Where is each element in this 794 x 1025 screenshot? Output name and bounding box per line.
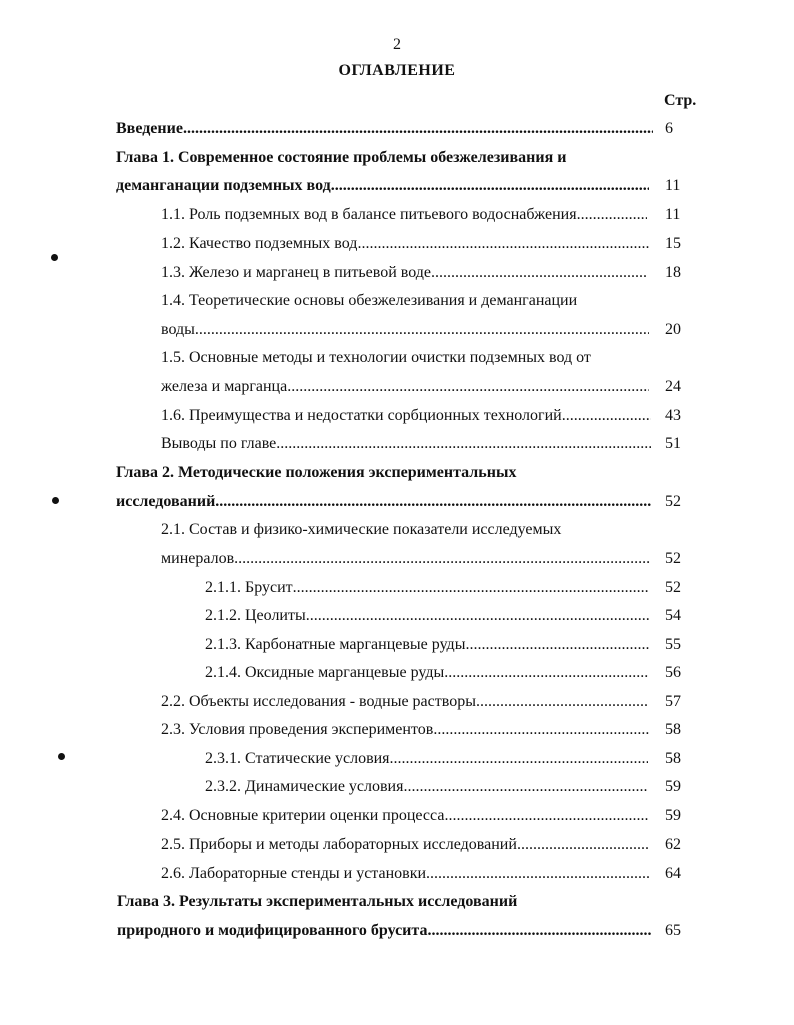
- toc-entry-chapter-3-cont[interactable]: [117, 920, 651, 942]
- margin-bullet: [52, 497, 59, 504]
- toc-entry-text: 1.5. Основные методы и технологии очистки подземных вод от: [161, 349, 591, 366]
- toc-entry-2-3-1[interactable]: [205, 748, 648, 770]
- toc-entry-2-6[interactable]: [161, 863, 649, 885]
- toc-entry-1-1[interactable]: [161, 204, 647, 226]
- leader-dots: [444, 662, 649, 684]
- toc-entry-page: 52: [665, 550, 681, 567]
- leader-dots: [215, 491, 651, 513]
- leader-dots: [427, 920, 651, 942]
- leader-dots: [426, 863, 649, 885]
- leader-dots: [476, 691, 649, 713]
- toc-entry-2-1[interactable]: [161, 519, 561, 541]
- toc-entry-page: 20: [665, 321, 681, 338]
- leader-dots: [276, 433, 651, 455]
- toc-entry-page: 6: [665, 120, 673, 137]
- page-number: 2: [393, 36, 401, 53]
- toc-entry-1-6[interactable]: [161, 405, 651, 427]
- toc-entry-text: 1.4. Теоретические основы обезжелезивания и деманганации: [161, 292, 578, 309]
- toc-entry-page: 64: [665, 865, 681, 882]
- toc-entry-text: 2.1.2. Цеолиты: [205, 607, 306, 624]
- toc-entry-text: Введение: [116, 120, 183, 137]
- toc-entry-text: 2.3. Условия проведения экспериментов: [161, 721, 434, 738]
- page-title: ОГЛАВЛЕНИЕ: [338, 62, 456, 79]
- toc-entry-2-2[interactable]: [161, 691, 649, 713]
- toc-entry-page: 18: [665, 264, 681, 281]
- leader-dots: [390, 748, 648, 770]
- toc-entry-page: 65: [665, 922, 681, 939]
- toc-entry-page: 24: [665, 378, 681, 395]
- toc-entry-text: воды: [161, 321, 195, 338]
- leader-dots: [357, 233, 649, 255]
- toc-entry-1-3[interactable]: [161, 262, 648, 284]
- leader-dots: [183, 118, 653, 140]
- toc-entry-text: 1.6. Преимущества и недостатки сорбционных технологий: [161, 407, 562, 424]
- leader-dots: [562, 405, 651, 427]
- toc-entry-text: 2.4. Основные критерии оценки процесса: [161, 807, 445, 824]
- toc-entry-text: 2.1. Состав и физико-химические показатели исследуемых: [161, 521, 562, 538]
- toc-entry-page: 58: [665, 721, 681, 738]
- toc-entry-text: исследований: [116, 493, 216, 510]
- toc-entry-page: 58: [665, 750, 681, 767]
- toc-entry-page: 59: [665, 807, 681, 824]
- leader-dots: [444, 805, 649, 827]
- leader-dots: [287, 376, 649, 398]
- toc-entry-text: Глава 3. Результаты экспериментальных исследований: [117, 893, 518, 910]
- toc-entry-2-5[interactable]: [161, 834, 649, 856]
- leader-dots: [465, 634, 649, 656]
- margin-bullet: [58, 753, 65, 760]
- toc-entry-page: 54: [665, 607, 681, 624]
- toc-entry-text: 2.3.1. Статические условия: [205, 750, 390, 767]
- toc-entry-2-1-cont[interactable]: [161, 548, 651, 570]
- toc-entry-text: 1.1. Роль подземных вод в балансе питьевого водоснабжения: [161, 206, 577, 223]
- leader-dots: [195, 319, 649, 341]
- toc-entry-page: 52: [665, 493, 681, 510]
- toc-entry-page: 59: [665, 778, 681, 795]
- toc-entry-2-3[interactable]: [161, 719, 649, 741]
- toc-entry-1-4-cont[interactable]: [161, 319, 649, 341]
- toc-entry-text: 2.6. Лабораторные стенды и установки: [161, 865, 427, 882]
- toc-entry-chapter-2[interactable]: [116, 462, 516, 484]
- toc-entry-chapter-1[interactable]: [116, 147, 566, 169]
- toc-entry-conclusions[interactable]: [161, 433, 651, 455]
- toc-entry-text: деманганации подземных вод: [116, 177, 331, 194]
- toc-entry-text: природного и модифицированного брусита: [117, 922, 428, 939]
- toc-entry-2-1-1[interactable]: [205, 577, 649, 599]
- page-column-header: Стр.: [664, 92, 697, 109]
- toc-entry-page: 57: [665, 693, 681, 710]
- leader-dots: [293, 577, 649, 599]
- toc-entry-2-3-2[interactable]: [205, 776, 648, 798]
- toc-entry-2-4[interactable]: [161, 805, 649, 827]
- toc-entry-text: 2.1.1. Брусит: [205, 579, 293, 596]
- toc-entry-1-5[interactable]: [161, 347, 591, 369]
- toc-entry-text: 2.3.2. Динамические условия: [205, 778, 404, 795]
- toc-entry-page: 52: [665, 579, 681, 596]
- leader-dots: [577, 204, 647, 226]
- toc-entry-page: 55: [665, 636, 681, 653]
- toc-entry-1-4[interactable]: [161, 290, 577, 312]
- toc-entry-chapter-2-cont[interactable]: [116, 491, 651, 513]
- toc-entry-text: минералов: [161, 550, 235, 567]
- toc-entry-text: 2.2. Объекты исследования - водные растворы: [161, 693, 476, 710]
- toc-entry-page: 62: [665, 836, 681, 853]
- toc-entry-text: Глава 2. Методические положения экспериментальных: [116, 464, 517, 481]
- toc-entry-text: Выводы по главе: [161, 435, 277, 452]
- leader-dots: [331, 175, 649, 197]
- toc-entry-2-1-2[interactable]: [205, 605, 649, 627]
- leader-dots: [403, 776, 648, 798]
- toc-entry-page: 56: [665, 664, 681, 681]
- toc-entry-text: 2.1.3. Карбонатные марганцевые руды: [205, 636, 466, 653]
- toc-entry-page: 15: [665, 235, 681, 252]
- toc-entry-chapter-1-cont[interactable]: [116, 175, 649, 197]
- toc-entry-2-1-3[interactable]: [205, 634, 649, 656]
- toc-entry-page: 43: [665, 407, 681, 424]
- toc-entry-text: Глава 1. Современное состояние проблемы обезжелезивания и: [116, 149, 567, 166]
- toc-entry-text: железа и марганца: [161, 378, 288, 395]
- toc-entry-1-5-cont[interactable]: [161, 376, 649, 398]
- leader-dots: [306, 605, 649, 627]
- leader-dots: [431, 262, 648, 284]
- leader-dots: [517, 834, 649, 856]
- toc-entry-page: 11: [665, 206, 681, 223]
- toc-entry-text: 2.1.4. Оксидные марганцевые руды: [205, 664, 445, 681]
- leader-dots: [433, 719, 649, 741]
- toc-entry-text: 2.5. Приборы и методы лабораторных исследований: [161, 836, 517, 853]
- leader-dots: [234, 548, 651, 570]
- toc-entry-page: 51: [665, 435, 681, 452]
- toc-entry-introduction[interactable]: [116, 118, 653, 140]
- toc-entry-page: 11: [665, 177, 681, 194]
- toc-entry-text: 1.3. Железо и марганец в питьевой воде: [161, 264, 432, 281]
- toc-entry-text: 1.2. Качество подземных вод: [161, 235, 358, 252]
- toc-entry-1-2[interactable]: [161, 233, 649, 255]
- toc-entry-2-1-4[interactable]: [205, 662, 649, 684]
- toc-entry-chapter-3[interactable]: [117, 891, 517, 913]
- margin-bullet: [51, 254, 58, 261]
